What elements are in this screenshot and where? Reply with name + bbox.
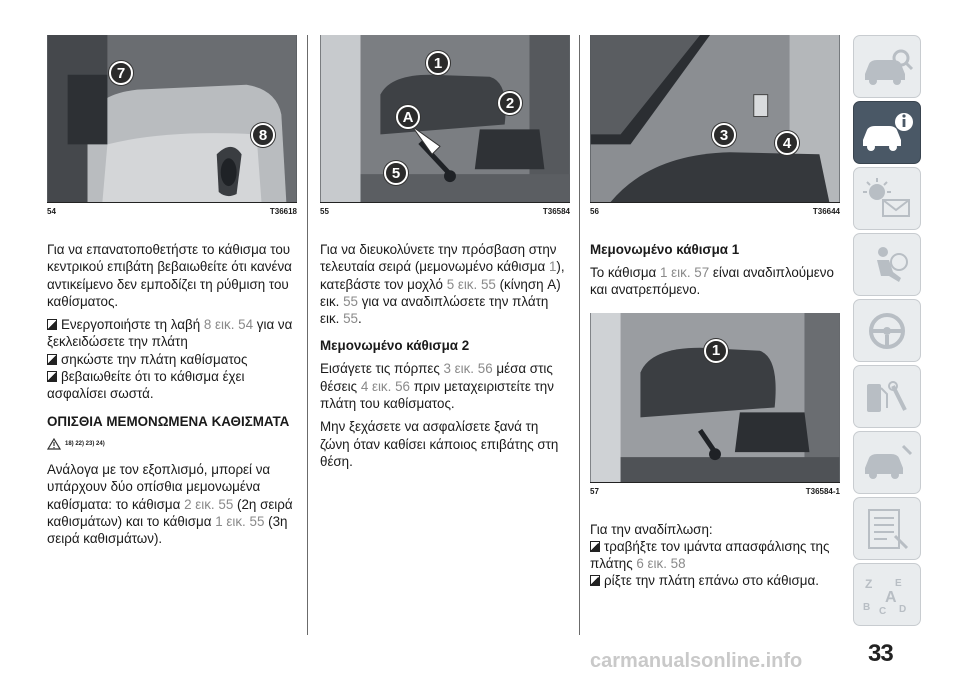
page-number: 33 xyxy=(868,640,893,667)
column-divider xyxy=(579,35,580,635)
figure-56-photo xyxy=(590,35,840,203)
step-item: τραβήξτε τον ιμάντα απασφάλισης της πλάτης 6 εικ. 58 xyxy=(590,538,830,572)
column-1-text xyxy=(47,241,297,547)
step-item: βεβαιωθείτε ότι το κάθισμα έχει ασφαλίσει σωστά. xyxy=(47,369,245,402)
car-search-icon xyxy=(859,44,915,90)
svg-text:D: D xyxy=(899,603,907,615)
callout-8: 8 xyxy=(251,123,275,147)
sidebar-tab-index[interactable] xyxy=(853,563,921,626)
sidebar-tab-specifications[interactable] xyxy=(853,497,921,560)
callout-7: 7 xyxy=(109,61,133,85)
column-1 xyxy=(47,35,297,553)
folding-seat-illustration xyxy=(590,313,840,482)
figure-number: 54 xyxy=(47,207,56,216)
steering-wheel-icon xyxy=(859,308,915,354)
column-3-text-bottom xyxy=(590,521,840,590)
light-envelope-icon xyxy=(859,176,915,222)
step-marker-icon xyxy=(47,371,57,382)
figure-code: T36584 xyxy=(542,207,570,216)
paragraph: Το κάθισμα 1 εικ. 57 είναι αναδιπλούμενο και ανατρεπόμενο. xyxy=(590,265,834,298)
paragraph: Μην ξεχάσετε να ασφαλίσετε ξανά τη ζώνη όταν καθίσει κάποιος επιβάτης στη θέση. xyxy=(320,419,559,469)
car-tools-icon xyxy=(859,440,915,486)
paragraph: Για την αναδίπλωση: xyxy=(590,521,713,537)
callout-5: 5 xyxy=(384,161,408,185)
sidebar-tab-car-info[interactable] xyxy=(853,101,921,164)
step-marker-icon xyxy=(590,541,600,552)
svg-text:E: E xyxy=(895,577,902,589)
paragraph: Ανάλογα με τον εξοπλισμό, μπορεί να υπάρχουν δύο οπίσθια μεμονωμένα καθίσματα: το κάθισμα 2 εικ. 55 (2η σειρά καθισμάτων) και το κάθισμα 1 εικ. 55 (3η σειρά καθισμάτων). xyxy=(47,461,293,547)
warning-references: 18) 22) 23) 24) xyxy=(47,436,297,453)
callout-4: 4 xyxy=(775,131,799,155)
svg-text:A: A xyxy=(885,588,897,606)
sidebar-tab-emergency[interactable] xyxy=(853,365,921,428)
paragraph: Για να επανατοποθετήστε το κάθισμα του κεντρικού επιβάτη βεβαιωθείτε ότι κανένα αντικείμενο δεν εμποδίζει τη ρύθμιση του καθίσματος. xyxy=(47,242,292,309)
sidebar-tab-maintenance[interactable] xyxy=(853,431,921,494)
figure-54-caption xyxy=(47,203,297,223)
step-marker-icon xyxy=(47,319,57,330)
alphabet-index-icon xyxy=(859,572,915,618)
fuel-wrench-icon xyxy=(859,374,915,420)
step-item: ρίξτε την πλάτη επάνω στο κάθισμα. xyxy=(590,572,840,589)
step-marker-icon xyxy=(590,575,600,586)
callout-A: A xyxy=(396,105,420,129)
column-3 xyxy=(590,35,840,590)
column-3-text-top xyxy=(590,241,840,299)
car-info-icon xyxy=(859,110,915,156)
warning-triangle-icon xyxy=(47,438,61,450)
figure-code: T36644 xyxy=(812,207,840,216)
column-2 xyxy=(320,35,570,476)
sidebar-tab-driving[interactable] xyxy=(853,299,921,362)
column-2-text xyxy=(320,241,570,470)
section-heading: Μεμονωμένο κάθισμα 1 xyxy=(590,242,740,257)
figure-number: 57 xyxy=(590,486,599,496)
column-divider xyxy=(307,35,308,635)
section-heading: ΟΠΙΣΘΙΑ ΜΕΜΟΝΩΜΕΝΑ ΚΑΘΙΣΜΑΤΑ xyxy=(47,413,290,429)
step-item: Ενεργοποιήστε τη λαβή 8 εικ. 54 για να ξεκλειδώσετε την πλάτη xyxy=(47,317,293,350)
svg-text:C: C xyxy=(879,605,887,617)
figure-number: 56 xyxy=(590,207,599,216)
sidebar-tab-car-search[interactable] xyxy=(853,35,921,98)
sidebar-tab-lights-messages[interactable] xyxy=(853,167,921,230)
figure-code: T36618 xyxy=(269,207,297,216)
svg-text:Z: Z xyxy=(865,576,873,591)
callout-3: 3 xyxy=(712,123,736,147)
figure-55-caption xyxy=(320,203,570,223)
figure-56-caption xyxy=(590,203,840,223)
figure-number: 55 xyxy=(320,207,329,216)
section-heading: Μεμονωμένο κάθισμα 2 xyxy=(320,338,470,354)
seat-belt-buckle-illustration xyxy=(590,35,840,202)
callout-1: 1 xyxy=(704,339,728,363)
seat-backrest-illustration xyxy=(47,35,297,202)
airbag-person-icon xyxy=(859,242,915,288)
step-item: σηκώστε την πλάτη καθίσματος xyxy=(47,351,297,368)
figure-57-photo xyxy=(590,313,840,483)
svg-text:B: B xyxy=(863,601,871,613)
watermark: carmanualsonline.info xyxy=(590,650,803,672)
figure-55-photo xyxy=(320,35,570,203)
paragraph: Για να διευκολύνετε την πρόσβαση στην τελευταία σειρά (μεμονωμένο κάθισμα 1), κατεβάστε τον μοχλό 5 εικ. 55 (κίνηση A) εικ. 55 για να αναδιπλώσετε την πλάτη εικ. 55. xyxy=(320,242,565,327)
figure-code: T36584-1 xyxy=(805,486,840,496)
figure-54-photo xyxy=(47,35,297,203)
step-marker-icon xyxy=(47,354,57,365)
callout-1: 1 xyxy=(426,51,450,75)
callout-2: 2 xyxy=(498,91,522,115)
chapter-sidebar xyxy=(853,35,921,629)
checklist-icon xyxy=(859,506,915,552)
paragraph: Εισάγετε τις πόρπες 3 εικ. 56 μέσα στις θέσεις 4 εικ. 56 πριν μεταχειριστείτε την πλάτη του καθίσματος. xyxy=(320,361,554,412)
sidebar-tab-safety[interactable] xyxy=(853,233,921,296)
figure-57-caption xyxy=(590,483,840,503)
